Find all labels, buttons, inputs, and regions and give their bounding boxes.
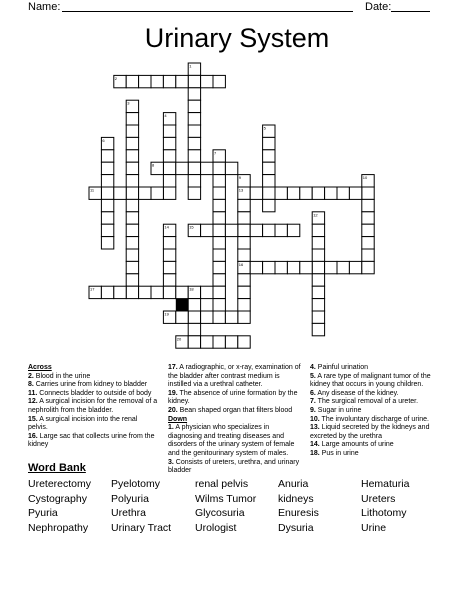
grid-cell[interactable]	[176, 311, 188, 323]
cell-number: 13	[238, 187, 244, 193]
grid-cell[interactable]	[114, 187, 126, 199]
grid-cell[interactable]	[312, 274, 324, 286]
clue-text: The surgical removal of a ureter.	[315, 398, 419, 406]
across-clues-column	[28, 364, 158, 450]
grid-cell[interactable]	[275, 261, 287, 273]
clue-text: A radiographic, or x-ray, examination of the bladder after contrast medium is instilled via a urethral catheter.	[168, 364, 301, 389]
grid-cell[interactable]	[163, 237, 175, 249]
grid-cell[interactable]	[126, 187, 138, 199]
grid-cell[interactable]	[213, 311, 225, 323]
grid-cell[interactable]	[101, 212, 113, 224]
clue-number: 20.	[168, 406, 178, 414]
clue-text: A surgical incision into the renal pelvis.	[28, 415, 138, 432]
grid-cell[interactable]	[250, 261, 262, 273]
word-bank-item: Cystography	[28, 492, 87, 505]
grid-cell[interactable]	[213, 75, 225, 87]
grid-cell[interactable]	[312, 299, 324, 311]
grid-cell[interactable]	[300, 261, 312, 273]
grid-cell[interactable]	[126, 137, 138, 149]
grid-cell[interactable]	[163, 274, 175, 286]
name-label: Name:	[28, 1, 61, 13]
grid-cell[interactable]	[312, 224, 324, 236]
clue-number: 16.	[28, 432, 38, 440]
cell-number: 10	[362, 175, 368, 181]
word-bank-item: Lithotomy	[361, 507, 407, 519]
grid-cell[interactable]	[213, 162, 225, 174]
grid-cell[interactable]	[163, 249, 175, 261]
grid-cell[interactable]	[213, 187, 225, 199]
grid-cell[interactable]	[238, 299, 250, 311]
grid-cell[interactable]	[312, 311, 324, 323]
grid-cell[interactable]	[213, 249, 225, 261]
grid-cell[interactable]	[213, 237, 225, 249]
cell-number: 11	[90, 187, 95, 193]
across-heading: Across	[28, 364, 52, 371]
grid-cell[interactable]	[151, 75, 163, 87]
grid-cell[interactable]	[263, 162, 275, 174]
word-bank-item: Urinary Tract	[111, 521, 172, 534]
grid-cell[interactable]	[126, 162, 138, 174]
word-bank-item: Polyuria	[111, 492, 149, 505]
clue-number: 8.	[28, 381, 34, 389]
grid-cell[interactable]	[201, 336, 213, 348]
word-bank-item: Enuresis	[278, 507, 319, 519]
grid-cell[interactable]	[139, 187, 151, 199]
grid-cell[interactable]	[139, 286, 151, 298]
grid-cell[interactable]	[201, 311, 213, 323]
grid-cell[interactable]	[163, 261, 175, 273]
grid-cell[interactable]	[188, 150, 200, 162]
grid-cell[interactable]	[176, 75, 188, 87]
word-bank-item: Urologist	[195, 521, 237, 534]
clue-number: 12.	[28, 398, 38, 406]
clue-number: 7.	[310, 398, 316, 406]
clue-item	[310, 390, 450, 399]
clue-item	[310, 407, 450, 416]
grid-cell[interactable]	[213, 299, 225, 311]
clue-text: Liquid secreted by the kidneys and excreted by the urethra	[310, 424, 430, 440]
clue-text: Painful urination	[315, 364, 368, 371]
grid-cell[interactable]	[312, 261, 324, 273]
word-bank-item: Ureters	[361, 492, 396, 505]
grid-cell[interactable]	[263, 175, 275, 187]
clue-text: Blood in the urine	[33, 372, 91, 380]
grid-cell[interactable]	[362, 237, 374, 249]
grid-cell[interactable]	[151, 187, 163, 199]
clue-text: Bean shaped organ that filters blood	[177, 406, 293, 414]
grid-cell[interactable]	[163, 150, 175, 162]
grid-cell[interactable]	[176, 286, 188, 298]
grid-cell[interactable]	[163, 75, 175, 87]
grid-cell[interactable]	[188, 162, 200, 174]
clue-text: A physician who specializes in diagnosing and treating diseases and disorders of the urinary system of female and the genitourinary system of males.	[168, 424, 295, 457]
grid-cell[interactable]	[263, 261, 275, 273]
clue-number: 4.	[310, 364, 316, 371]
word-bank-item: Anuria	[278, 478, 309, 490]
cell-number: 20	[176, 336, 182, 342]
word-bank-item: Pyelotomy	[111, 478, 161, 490]
page-title: Urinary System	[144, 23, 330, 53]
clue-number: 18.	[310, 449, 320, 457]
grid-cell[interactable]	[188, 137, 200, 149]
grid-cell[interactable]	[312, 237, 324, 249]
cell-number: 16	[238, 261, 244, 267]
grid-cell[interactable]	[275, 187, 287, 199]
grid-cell[interactable]	[238, 237, 250, 249]
grid-cell[interactable]	[188, 299, 200, 311]
grid-cell[interactable]	[163, 125, 175, 137]
grid-cell[interactable]	[213, 336, 225, 348]
grid-cell[interactable]	[238, 212, 250, 224]
grid-cell[interactable]	[225, 162, 237, 174]
clue-item	[28, 398, 158, 415]
word-bank-item: Wilms Tumor	[195, 492, 257, 505]
clue-text: The involuntary discharge of urine.	[319, 415, 429, 423]
clue-item	[310, 416, 450, 425]
clue-text: Any disease of the kidney.	[315, 389, 399, 397]
clue-number: 9.	[310, 406, 316, 414]
grid-cell[interactable]	[362, 249, 374, 261]
clue-text: Large sac that collects urine from the kidney	[28, 432, 155, 449]
cell-number: 5	[263, 125, 266, 131]
word-bank-item: Urine	[361, 521, 387, 534]
grid-cell[interactable]	[126, 261, 138, 273]
cell-number: 2	[114, 75, 118, 81]
cell-number: 4	[164, 113, 167, 119]
grid-cell[interactable]	[126, 113, 138, 125]
grid-cell[interactable]	[139, 75, 151, 87]
grid-cell[interactable]	[101, 187, 113, 199]
clue-item	[28, 373, 158, 382]
cell-number: 14	[164, 224, 169, 230]
clue-item	[310, 441, 450, 450]
grid-cell[interactable]	[362, 261, 374, 273]
grid-cell[interactable]	[213, 274, 225, 286]
grid-cell[interactable]	[325, 261, 337, 273]
grid-cell[interactable]	[188, 100, 200, 112]
grid-cell[interactable]	[325, 187, 337, 199]
clue-text: Sugar in urine	[315, 406, 362, 414]
grid-cell[interactable]	[101, 199, 113, 211]
cell-number: 8	[152, 162, 155, 168]
clue-text: Carries urine from kidney to bladder	[33, 381, 148, 389]
grid-cell[interactable]	[126, 274, 138, 286]
word-bank-item: Dysuria	[278, 521, 314, 534]
clue-number: 5.	[310, 372, 316, 380]
clue-item	[168, 390, 303, 407]
cell-number: 3	[127, 100, 130, 106]
grid-cell[interactable]	[263, 150, 275, 162]
clue-text: A surgical incision for the removal of a nephrolith from the bladder.	[28, 398, 158, 414]
word-bank-item: Nephropathy	[28, 521, 89, 534]
word-bank-item: Glycosuria	[195, 507, 245, 519]
grid-cell[interactable]	[287, 224, 299, 236]
clue-number: 10.	[310, 415, 320, 423]
grid-cell[interactable]	[126, 237, 138, 249]
grid-cell[interactable]	[213, 261, 225, 273]
word-bank-item: renal pelvis	[195, 478, 249, 490]
grid-cell[interactable]	[250, 224, 262, 236]
grid-cell[interactable]	[101, 286, 113, 298]
clue-text: A rare type of malignant tumor of the kidney that occurs in young children.	[310, 372, 431, 389]
cell-number: 1	[189, 63, 192, 69]
clue-number: 15.	[28, 415, 38, 423]
clue-number: 17.	[168, 364, 178, 371]
grid-cell[interactable]	[263, 199, 275, 211]
grid-cell[interactable]	[349, 187, 361, 199]
grid-cell[interactable]	[101, 237, 113, 249]
grid-cell[interactable]	[188, 323, 200, 335]
clue-item	[310, 373, 450, 390]
grid-cell[interactable]	[263, 187, 275, 199]
grid-cell[interactable]	[201, 162, 213, 174]
down-clues-column	[310, 364, 450, 459]
grid-cell[interactable]	[337, 261, 349, 273]
word-bank-item: Hematuria	[361, 478, 410, 490]
grid-cell[interactable]	[238, 199, 250, 211]
clue-item	[310, 450, 450, 459]
grid-cell[interactable]	[188, 336, 200, 348]
grid-cell[interactable]	[225, 336, 237, 348]
shaded-cell	[176, 299, 188, 311]
clue-number: 6.	[310, 389, 316, 397]
cell-number: 6	[102, 137, 105, 143]
clue-number: 1.	[168, 424, 174, 432]
clue-number: 19.	[168, 389, 178, 397]
grid-cell[interactable]	[362, 187, 374, 199]
clue-item	[310, 364, 450, 373]
grid-cell[interactable]	[225, 311, 237, 323]
cell-number: 9	[238, 175, 242, 181]
grid-cell[interactable]	[238, 249, 250, 261]
grid-cell[interactable]	[287, 187, 299, 199]
down-heading: Down	[168, 415, 188, 423]
grid-cell[interactable]	[312, 249, 324, 261]
grid-cell[interactable]	[188, 311, 200, 323]
grid-cell[interactable]	[275, 224, 287, 236]
grid-cell[interactable]	[163, 162, 175, 174]
grid-cell[interactable]	[163, 286, 175, 298]
grid-cell[interactable]	[126, 150, 138, 162]
word-bank-title: Word Bank	[28, 462, 86, 474]
clue-number: 11.	[28, 389, 38, 397]
cell-number: 17	[90, 286, 95, 292]
cell-number: 7	[214, 150, 217, 156]
clue-item	[28, 381, 158, 390]
clue-number: 3.	[168, 458, 174, 466]
grid-cell[interactable]	[362, 224, 374, 236]
grid-cell[interactable]	[126, 224, 138, 236]
word-bank-item: kidneys	[278, 492, 314, 505]
grid-cell[interactable]	[188, 88, 200, 100]
grid-cell[interactable]	[238, 336, 250, 348]
clue-text: Large amounts of urine	[319, 441, 394, 449]
clue-item	[310, 424, 450, 441]
clue-item	[310, 398, 450, 407]
grid-cell[interactable]	[188, 113, 200, 125]
grid-cell[interactable]	[362, 212, 374, 224]
word-bank-item: Pyuria	[28, 507, 58, 519]
clue-text: The absence of urine formation by the kidney.	[168, 389, 298, 406]
grid-cell[interactable]	[176, 162, 188, 174]
grid-cell[interactable]	[114, 286, 126, 298]
grid-cell[interactable]	[101, 175, 113, 187]
clue-item	[28, 433, 158, 450]
grid-cell[interactable]	[163, 137, 175, 149]
grid-cell[interactable]	[263, 224, 275, 236]
grid-cell[interactable]	[225, 224, 237, 236]
grid-cell[interactable]	[238, 311, 250, 323]
cell-number: 12	[313, 212, 318, 218]
grid-cell[interactable]	[163, 175, 175, 187]
grid-cell[interactable]	[201, 224, 213, 236]
grid-cell[interactable]	[213, 286, 225, 298]
grid-cell[interactable]	[312, 323, 324, 335]
grid-cell[interactable]	[238, 286, 250, 298]
grid-cell[interactable]	[188, 175, 200, 187]
grid-cell[interactable]	[163, 187, 175, 199]
grid-cell[interactable]	[201, 75, 213, 87]
grid-cell[interactable]	[312, 187, 324, 199]
grid-cell[interactable]	[300, 187, 312, 199]
grid-cell[interactable]	[126, 175, 138, 187]
word-bank-item: Urethra	[111, 507, 147, 519]
grid-cell[interactable]	[126, 75, 138, 87]
word-bank-item: Ureterectomy	[28, 478, 92, 490]
cell-number: 15	[189, 224, 194, 230]
grid-cell[interactable]	[126, 125, 138, 137]
clue-item	[168, 424, 303, 458]
grid-cell[interactable]	[263, 137, 275, 149]
clue-number: 14.	[310, 441, 320, 449]
grid-cell[interactable]	[312, 286, 324, 298]
mixed-clues-column	[168, 364, 303, 476]
grid-cell[interactable]	[188, 187, 200, 199]
grid-cell[interactable]	[238, 274, 250, 286]
clue-item	[28, 390, 158, 399]
grid-cell[interactable]	[188, 125, 200, 137]
grid-cell[interactable]	[101, 150, 113, 162]
clue-text: Pus in urine	[319, 449, 359, 457]
date-label: Date:	[365, 1, 392, 13]
grid-cell[interactable]	[213, 212, 225, 224]
grid-cell[interactable]	[126, 286, 138, 298]
clue-item	[168, 459, 303, 476]
grid-cell[interactable]	[362, 199, 374, 211]
grid-cell[interactable]	[238, 224, 250, 236]
clue-number: 2.	[28, 372, 34, 380]
clue-text: Connects bladder to outside of body	[37, 389, 152, 397]
grid-cell[interactable]	[213, 224, 225, 236]
grid-cell[interactable]	[101, 162, 113, 174]
grid-cell[interactable]	[213, 199, 225, 211]
grid-cell[interactable]	[213, 175, 225, 187]
grid-cell[interactable]	[126, 199, 138, 211]
grid-cell[interactable]	[126, 249, 138, 261]
clue-number: 13.	[310, 424, 320, 432]
clue-item	[168, 407, 303, 416]
grid-cell[interactable]	[201, 286, 213, 298]
grid-cell[interactable]	[151, 286, 163, 298]
cell-number: 19	[164, 311, 169, 317]
clue-item	[28, 416, 158, 433]
grid-cell[interactable]	[349, 261, 361, 273]
grid-cell[interactable]	[101, 224, 113, 236]
clue-item	[168, 364, 303, 390]
grid-cell[interactable]	[287, 261, 299, 273]
grid-cell[interactable]	[126, 212, 138, 224]
grid-cell[interactable]	[337, 187, 349, 199]
grid-cell[interactable]	[188, 75, 200, 87]
clue-text: Consists of ureters, urethra, and urinary bladder	[168, 458, 300, 475]
grid-cell[interactable]	[250, 187, 262, 199]
cell-number: 18	[189, 286, 194, 292]
